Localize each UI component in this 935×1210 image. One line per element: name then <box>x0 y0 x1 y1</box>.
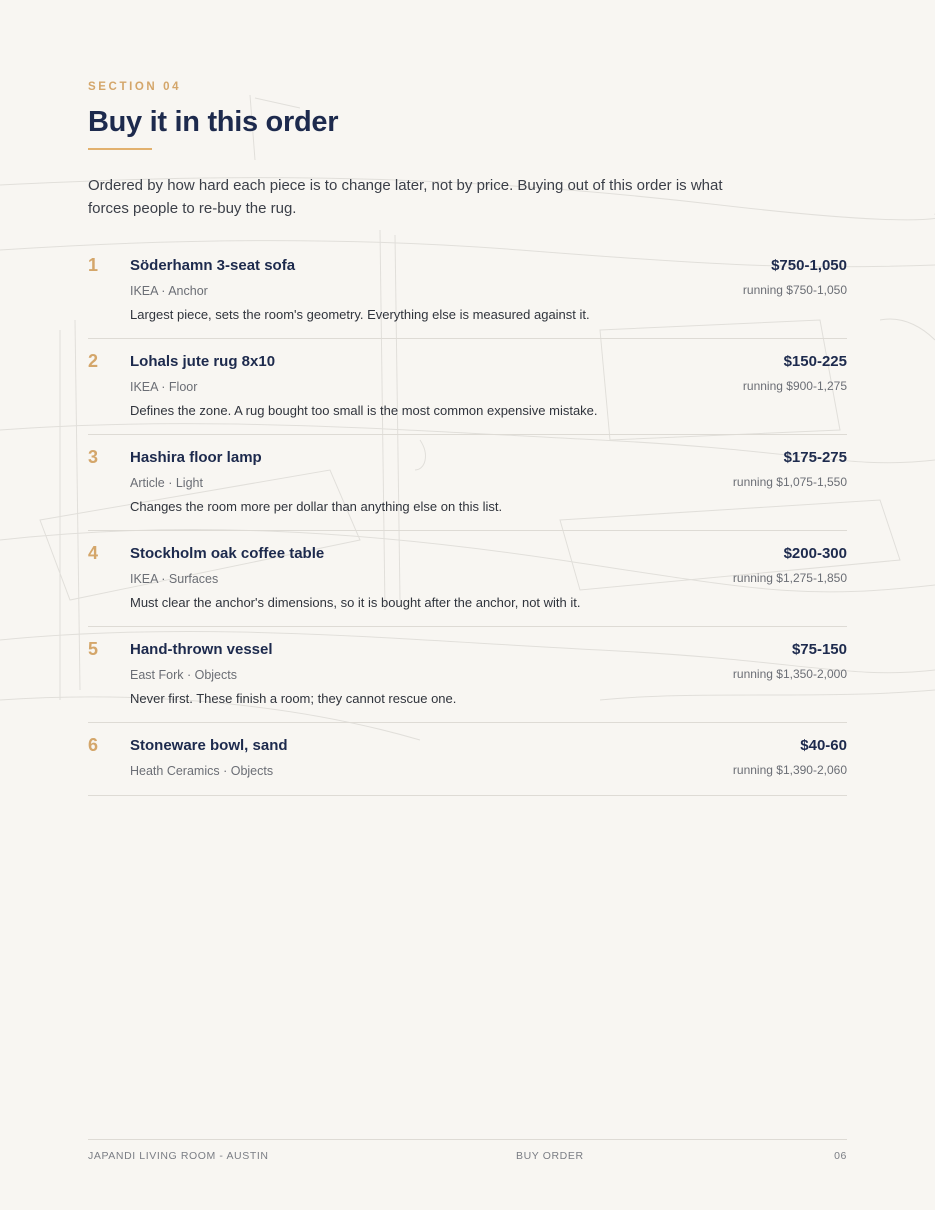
item-name: Söderhamn 3-seat sofa <box>130 257 296 274</box>
item-meta: Article · Light <box>130 476 203 490</box>
list-item <box>88 723 847 796</box>
page-title: Buy it in this order <box>88 106 339 138</box>
running-total: running $1,075-1,550 <box>732 475 847 489</box>
intro-paragraph: Ordered by how hard each piece is to change later, not by price. Buying out of this order is what forces people to re-buy the rug. <box>88 177 723 217</box>
list-item <box>88 627 847 723</box>
item-note: Must clear the anchor's dimensions, so it is bought after the anchor, not with it. <box>130 595 581 610</box>
item-name: Hashira floor lamp <box>130 449 262 466</box>
section-label: SECTION 04 <box>88 81 182 93</box>
item-number: 3 <box>88 447 99 467</box>
item-price: $75-150 <box>791 641 847 658</box>
item-note: Largest piece, sets the room's geometry. Everything else is measured against it. <box>130 307 590 322</box>
page-footer <box>88 1139 847 1162</box>
item-number: 2 <box>88 351 99 371</box>
item-note: Defines the zone. A rug bought too small is the most common expensive mistake. <box>130 403 598 418</box>
list-item <box>88 339 847 435</box>
item-meta: Heath Ceramics · Objects <box>130 764 274 778</box>
item-price: $750-1,050 <box>771 257 847 274</box>
item-meta: East Fork · Objects <box>130 668 237 682</box>
item-note: Never first. These finish a room; they cannot rescue one. <box>130 691 457 706</box>
running-total: running $1,390-2,060 <box>732 763 847 777</box>
item-meta: IKEA · Surfaces <box>130 572 219 586</box>
footer-project-name: JAPANDI LIVING ROOM - AUSTIN <box>88 1150 269 1162</box>
footer-page-number: 06 <box>834 1150 847 1162</box>
list-item <box>88 243 847 339</box>
item-number: 5 <box>88 639 99 659</box>
item-number: 1 <box>88 255 99 275</box>
item-price: $200-300 <box>783 545 847 562</box>
item-price: $40-60 <box>800 737 847 754</box>
item-price: $150-225 <box>783 353 847 370</box>
item-price: $175-275 <box>783 449 847 466</box>
running-total: running $900-1,275 <box>742 379 847 393</box>
buy-order-list <box>88 243 847 796</box>
item-number: 4 <box>88 543 99 563</box>
item-number: 6 <box>88 735 99 755</box>
item-name: Hand-thrown vessel <box>130 641 273 658</box>
title-underline <box>88 148 152 150</box>
item-name: Stoneware bowl, sand <box>130 737 288 754</box>
item-meta: IKEA · Anchor <box>130 284 208 298</box>
footer-section-name: BUY ORDER <box>516 1150 584 1162</box>
running-total: running $1,275-1,850 <box>732 571 847 585</box>
item-name: Lohals jute rug 8x10 <box>130 353 276 370</box>
running-total: running $1,350-2,000 <box>732 667 847 681</box>
running-total: running $750-1,050 <box>742 283 847 297</box>
list-item <box>88 435 847 531</box>
item-note: Changes the room more per dollar than anything else on this list. <box>130 499 503 514</box>
item-meta: IKEA · Floor <box>130 380 198 394</box>
list-item <box>88 531 847 627</box>
item-name: Stockholm oak coffee table <box>130 545 325 562</box>
